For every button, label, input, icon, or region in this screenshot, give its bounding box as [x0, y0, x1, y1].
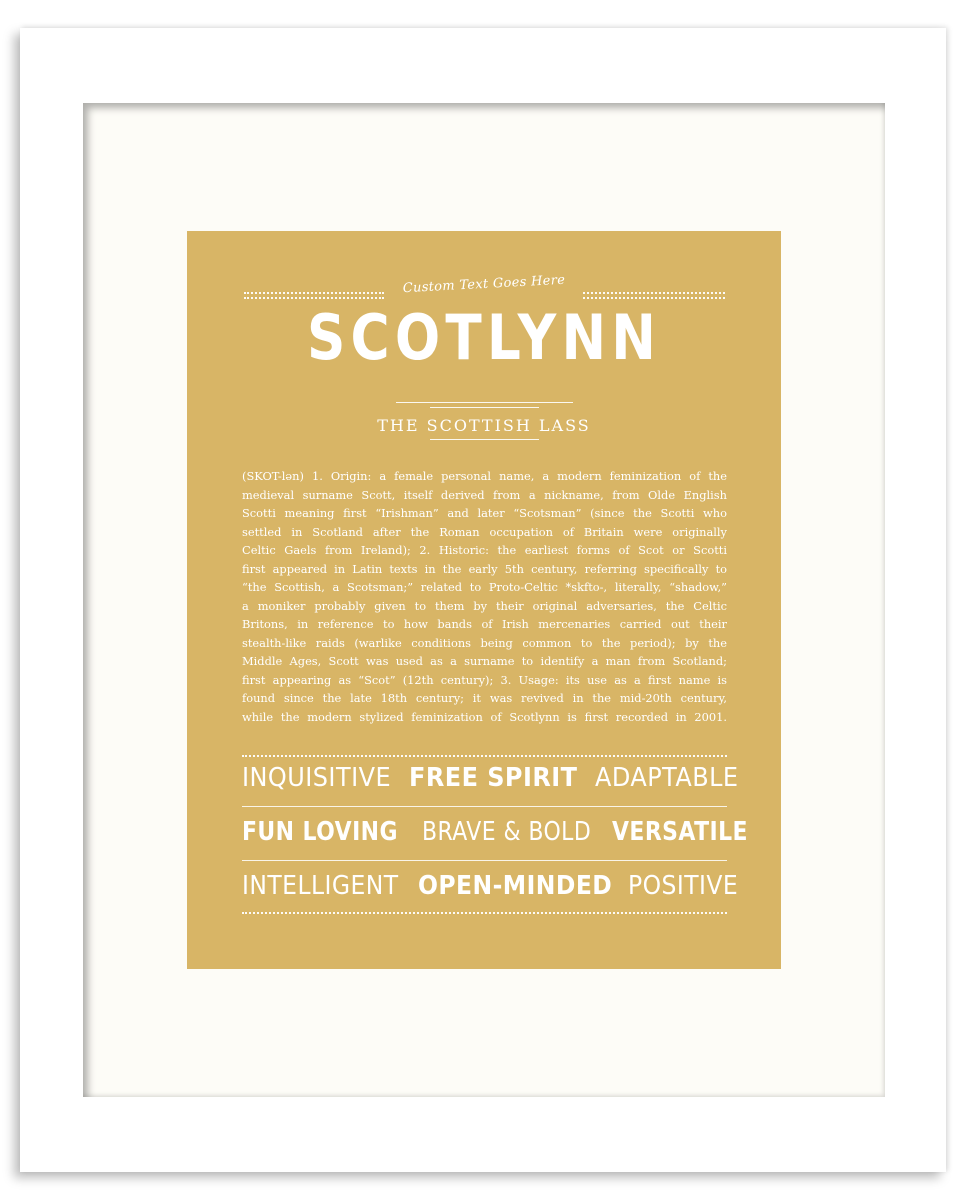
trait-word: FREE SPIRIT — [409, 763, 578, 793]
definition-line: first appearing as “Scot” (12th century); 3. Usage: its use as a first name is — [242, 672, 727, 687]
trait-word: INQUISITIVE — [242, 763, 392, 793]
top-right-dotted-line — [583, 292, 725, 294]
definition-line: medieval surname Scott, itself derived from a nickname, from Olde English — [242, 487, 727, 502]
trait-word: OPEN-MINDED — [417, 871, 613, 901]
trait-word: ADAPTABLE — [594, 763, 739, 793]
trait-row-3 — [242, 871, 738, 901]
definition-line: while the modern stylized feminization of Scotlynn is first recorded in 2001. — [242, 709, 727, 724]
definition-line: stealth-like raids (warlike conditions being common to the period); by the — [242, 635, 727, 650]
traits-top-dotted-line — [242, 755, 727, 757]
definition-text — [242, 467, 727, 726]
trait-word: VERSATILE — [612, 817, 749, 847]
definition-line: Middle Ages, Scott was used as a surname to identify a man from Scotland; — [242, 654, 727, 668]
definition-line: a moniker probably given to them by their original adversaries, the Celtic — [242, 598, 727, 613]
name-underline-1 — [396, 402, 573, 403]
trait-word: POSITIVE — [627, 871, 738, 901]
trait-row-2 — [242, 817, 749, 847]
trait-word: BRAVE & BOLD — [421, 817, 591, 847]
definition-line: first appeared in Latin texts in the early 5th century, referring specifically to — [242, 561, 727, 576]
definition-line: found since the late 18th century; it was revived in the mid-20th century, — [242, 691, 727, 705]
definition-line: Britons, in reference to how bands of Irish mercenaries carried out their — [242, 617, 727, 631]
definition-line: settled in Scotland after the Roman occupation of Britain were originally — [242, 524, 727, 539]
trait-word: INTELLIGENT — [242, 871, 399, 901]
top-right-dotted-line-2 — [583, 297, 725, 299]
name-underline-2 — [430, 407, 539, 408]
subtitle: THE SCOTTISH LASS — [377, 416, 591, 435]
name-print — [187, 231, 781, 969]
name-title: SCOTLYNN — [306, 301, 662, 374]
definition-line: Scotti meaning first “Irishman” and later “Scotsman” (since the Scotti who — [242, 506, 727, 520]
definition-line: (SKOT-lən) 1. Origin: a female personal name, a modern feminization of the — [242, 469, 727, 483]
trait-separator — [242, 806, 727, 807]
definition-line: Celtic Gaels from Ireland); 2. Historic: the earliest forms of Scot or Scotti — [242, 543, 727, 557]
subtitle-underline — [430, 439, 539, 440]
custom-text: Custom Text Goes Here — [402, 272, 566, 297]
definition-line: “the Scottish, a Scotsman;” related to Proto-Celtic *skfto-, literally, “shadow,” — [242, 580, 727, 594]
trait-separator — [242, 860, 727, 861]
traits-bottom-dotted-line — [242, 912, 727, 914]
trait-word: FUN LOVING — [242, 817, 398, 847]
trait-row-1 — [242, 763, 739, 793]
